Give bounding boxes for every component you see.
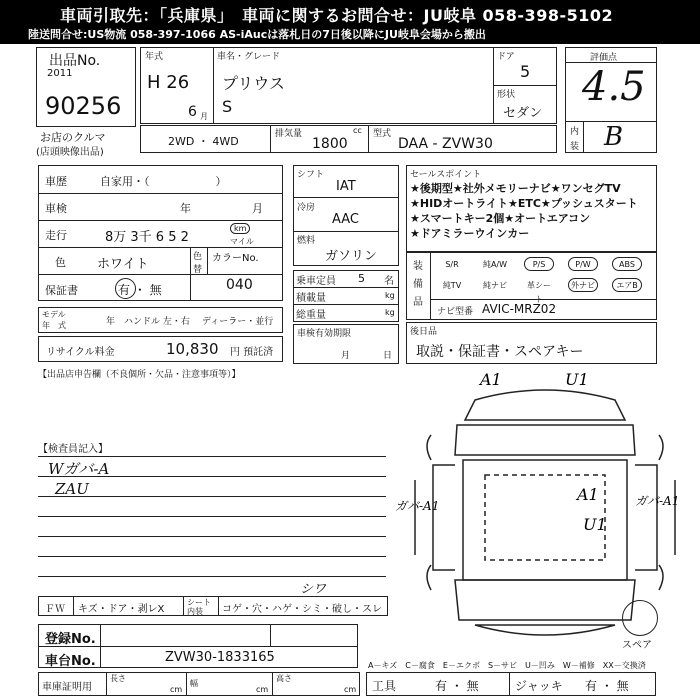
ac-value: AAC (332, 212, 359, 227)
equip-pw: P/W (568, 257, 598, 271)
store-car-label: お店のクルマ (40, 131, 106, 144)
color-change-2: 替 (193, 265, 203, 275)
grade-value: S (222, 97, 233, 116)
recycle-label: リサイクル料金 (46, 347, 115, 358)
exhibit-number: 90256 (45, 92, 122, 120)
exhibit-label: 出品No. (49, 53, 101, 69)
shape-value: セダン (503, 106, 543, 121)
after-items-value: 取説・保証書・スペアキー (416, 344, 584, 360)
model-label-2: 年 式 (42, 321, 66, 330)
model-label-1: モデル (42, 310, 66, 319)
door-value: 5 (520, 62, 531, 81)
chassis-value: ZVW30-1833165 (165, 650, 275, 665)
door-label: ドア (497, 52, 515, 62)
tools-value: 有 ・ 無 (435, 679, 479, 693)
equip-leather: 革シート (527, 281, 551, 304)
spare-label: スペア (622, 640, 652, 651)
shape-label: 形状 (497, 90, 516, 100)
tools-label: 工具 (372, 679, 397, 693)
cert-length-unit: cm (170, 685, 183, 694)
color-label: 色 (55, 256, 66, 269)
fw-items: キズ・ドア・剥レX (78, 604, 165, 615)
history-value: 自家用・（ ） (100, 175, 227, 188)
displacement-unit: cc (353, 126, 362, 135)
equipment-label-2: 備 (413, 279, 423, 290)
reg-label: 登録No. (45, 632, 96, 647)
jack-value: 有 ・ 無 (585, 679, 629, 693)
score-label: 評価点 (590, 53, 618, 63)
seller-notes-label: 【出品店申告欄（不良個所・欠品・注意事項等）】 (38, 370, 241, 380)
color-no-label: カラーNo. (212, 253, 259, 264)
cert-width-unit: cm (256, 685, 269, 694)
inspector-label: 【検査員記入】 (38, 444, 108, 455)
mileage-unit-km: km (230, 223, 250, 234)
header-title: 車両引取先：「兵庫県」 車両に関するお問合せ：JU岐阜 058-398-5102 (60, 6, 614, 25)
year-label: 年式 (145, 52, 164, 62)
store-car-sub: (店頭映像出品) (36, 147, 104, 158)
header-bar (0, 0, 700, 44)
warranty-value: 有 ・ 無 (118, 283, 162, 297)
selling-point-3: ★スマートキー2個★オートエアコン (410, 212, 591, 225)
model-label: 型式 (373, 129, 392, 139)
mileage-unit-mile: マイル (230, 237, 254, 246)
fuel-value: ガソリン (325, 249, 378, 264)
mileage-value: 8万 3千 6 5 2 (105, 230, 189, 245)
fuel-label: 燃料 (297, 236, 316, 246)
inspector-line-1: Wガバ-A (48, 460, 110, 478)
seat-items: コゲ・穴・ハゲ・シミ・破し・スレ (222, 604, 382, 615)
cert-label: 車庫証明用 (42, 682, 92, 693)
spare-tire-circle (622, 600, 658, 636)
diagram-mark-left-side: ガバ-A1 (395, 499, 440, 513)
mileage-label: 走行 (45, 229, 67, 242)
chassis-label: 車台No. (45, 654, 96, 669)
color-value: ホワイト (97, 257, 149, 272)
selling-points-label: セールスポイント (410, 170, 482, 180)
diagram-mark-right-mid: A1 (577, 485, 599, 504)
equip-ext-navi: 外ナビ (568, 278, 598, 292)
selling-point-2: ★HIDオートライト★ETC★プッシュスタート (410, 197, 638, 210)
navi-value: AVIC-MRZ02 (482, 302, 557, 316)
shift-label: シフト (297, 170, 325, 180)
model-value: DAA - ZVW30 (398, 136, 493, 152)
shift-value: IAT (336, 179, 356, 194)
equip-alloy: 純A/W (482, 260, 508, 269)
fw-label: ＦＷ (45, 604, 65, 615)
equip-navi: 純ナビ (483, 281, 507, 290)
warranty-circle (115, 278, 136, 299)
warranty-label: 保証書 (45, 284, 78, 297)
seats-unit: 名 (384, 276, 394, 287)
month-suffix: 月 (200, 112, 208, 121)
selling-point-1: ★後期型★社外メモリーナビ★ワンセグTV (410, 182, 621, 195)
diagram-mark-right-low: U1 (583, 515, 607, 534)
equipment-label-1: 装 (413, 261, 423, 272)
load-unit: kg (385, 291, 395, 300)
gross-unit: kg (385, 308, 395, 317)
cert-height-unit: cm (344, 685, 357, 694)
header-subtitle: 陸送問合せ:US物流 058-397-1066 AS-iAucは落札日の7日後以降にJU岐阜会場から搬出 (28, 28, 486, 41)
equip-airbag: エアB (612, 278, 642, 292)
seat-label-1: シート (187, 598, 211, 607)
month-value: 6 (188, 104, 197, 120)
seat-extra-mark: シワ (300, 582, 327, 597)
recycle-suffix: 円 預託済 (230, 347, 274, 358)
diagram-mark-right-side: ガバ-A1 (635, 494, 680, 508)
model-year: 年 (106, 317, 116, 327)
equipment-label-3: 品 (413, 297, 423, 308)
interior-value: B (604, 122, 624, 152)
navi-label: ナビ型番 (437, 307, 474, 317)
expiry-day: 日 (383, 351, 393, 361)
damage-legend: A－キズ C－腐食 E－エクボ S－サビ U－凹み W－補修 XX－交換済 (368, 661, 646, 670)
exhibit-box (36, 47, 136, 127)
diagram-mark-top-left: A1 (480, 370, 502, 389)
exhibit-year: 2011 (47, 68, 73, 79)
name-value: プリウス (222, 74, 285, 93)
cert-width: 幅 (190, 679, 198, 688)
inspector-line-2: ZAU (55, 480, 89, 498)
name-label: 車名・グレード (217, 52, 281, 62)
ac-label: 冷房 (297, 203, 316, 213)
equip-sr: S/R (445, 260, 459, 269)
gross-label: 総重量 (296, 310, 326, 321)
inspection-year: 年 (180, 202, 191, 215)
cert-length: 長さ (110, 674, 126, 683)
cert-height: 高さ (276, 674, 292, 683)
jack-label: ジャッキ (515, 679, 563, 693)
recycle-value: 10,830 (166, 340, 219, 358)
inspection-month: 月 (252, 202, 263, 215)
history-label: 車歴 (45, 175, 67, 188)
year-value: H 26 (147, 72, 190, 93)
seat-label-2: 内装 (187, 607, 203, 616)
seats-label: 乗車定員 (296, 276, 336, 287)
model-dealer: ディーラー・並行 (202, 317, 274, 327)
expiry-month: 月 (341, 351, 351, 361)
equip-tv: 純TV (442, 281, 462, 290)
drive-text: 2WD ・ 4WD (168, 135, 239, 148)
diagram-mark-top-right: U1 (565, 370, 589, 389)
equip-ps: P/S (524, 257, 554, 271)
equip-abs: ABS (612, 257, 642, 271)
after-items-label: 後日品 (410, 327, 438, 337)
color-no-value: 040 (226, 277, 253, 293)
score-value: 4.5 (582, 64, 646, 110)
load-label: 積載量 (296, 293, 326, 304)
seats-value: 5 (358, 272, 365, 285)
color-change-1: 色 (193, 252, 203, 262)
interior-label-1: 内 (570, 127, 580, 137)
expiry-label: 車検有効期限 (297, 329, 352, 339)
displacement-value: 1800 (312, 136, 348, 152)
selling-point-4: ★ドアミラーウインカー (410, 227, 530, 240)
interior-label-2: 装 (570, 142, 580, 152)
displacement-label: 排気量 (275, 129, 303, 139)
model-handle: ハンドル 左・右 (124, 317, 190, 327)
inspection-label: 車検 (45, 202, 67, 215)
